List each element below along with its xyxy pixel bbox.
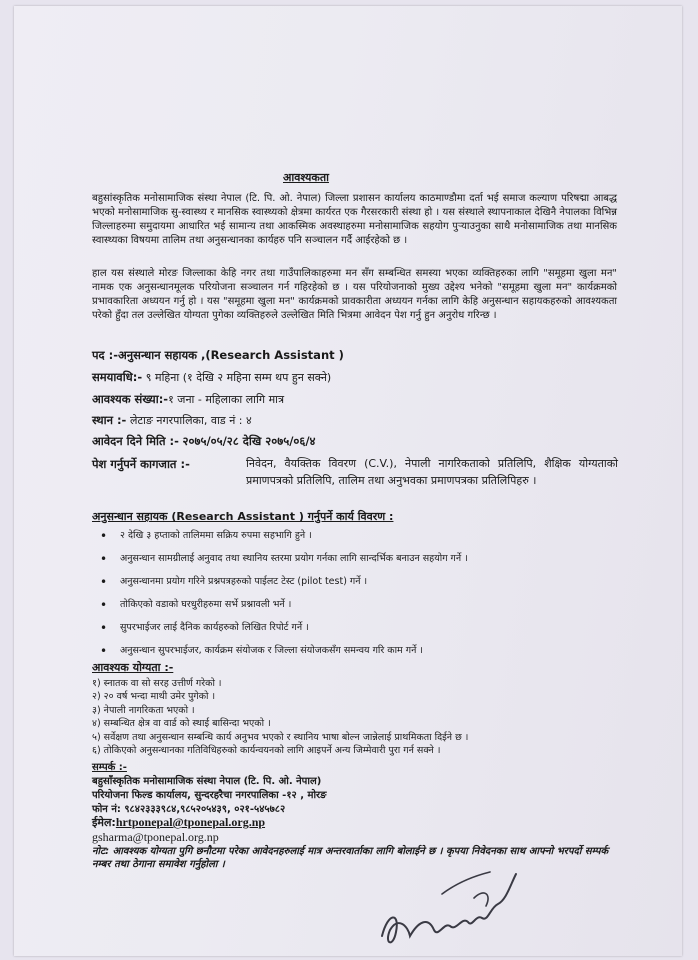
documents-value: निवेदन, वैयक्तिक विवरण (C.V.), नेपाली नागरिकताको प्रतिलिपि, शैक्षिक योग्यताको प्रमाणपत्रको प्रतिलिपि, तालिम तथा अनुभवका प्रमाणपत्रका प्रतिलिपिहरु ।	[246, 457, 618, 487]
location-label: स्थान :-	[92, 413, 127, 427]
signature	[378, 852, 528, 950]
contact-phone: फोन नं: ९८४२३३३९८४,९८५२०५४३९, ०२१-५४५७८२	[92, 804, 286, 815]
list-item: ३) नेपाली नागरिकता भएको ।	[92, 704, 195, 716]
list-item: • तोकिएको वडाको घरधुरीहरुमा सर्भे प्रश्नावली भर्ने ।	[100, 598, 620, 621]
documents-label: पेश गर्नुपर्ने कागजात :-	[92, 457, 190, 471]
contact-org: बहुसाँस्कृतिक मनोसामाजिक संस्था नेपाल (टि. पि. ओ. नेपाल)	[92, 776, 322, 787]
deadline-value: २०७५/०५/२८ देखि २०७५/०६/४	[182, 434, 316, 448]
email-link[interactable]: hrtponepal@tponepal.org.np	[115, 815, 266, 829]
qualifications-heading: आवश्यक योग्यता :-	[92, 661, 174, 674]
notice-heading: आवश्यकता	[283, 171, 329, 184]
vacancies-row	[92, 392, 284, 407]
tasks-list	[100, 529, 620, 667]
list-item: ६) तोकिएको अनुसन्धानका गतिविधिहरुको कार्यन्वयनको लागि आइपर्ने अन्य जिम्मेवारी पुरा गर्न सक्ने ।	[92, 745, 441, 757]
contact-office: परियोजना फिल्ड कार्यालय, सुन्दरहरैचा नगरपालिका -१२ , मोरङ	[92, 790, 327, 801]
tasks-heading: अनुसन्धान सहायक (Research Assistant ) गर्नुपर्ने कार्य विवरण :	[92, 510, 394, 523]
contact-heading: सम्पर्क :-	[92, 762, 127, 773]
vacancies-label: आवश्यक संख्या:-	[92, 392, 169, 406]
position-row	[92, 348, 344, 363]
note-text: नोट: आवश्यक योग्यता पुगि छनौटमा परेका आवेदनहरुलाई मात्र अन्तरवार्ताका लागि बोलाईने छ । कृपया निवेदनका साथ आफ्नो भरपर्दो सम्पर्क नम्बर तथा ठेगाना समावेश गर्नुहोला ।	[92, 846, 609, 870]
location-row	[92, 413, 252, 428]
email-secondary[interactable]: gsharma@tponepal.org.np	[92, 830, 219, 844]
list-item: • अनुसन्धान सामग्रीलाई अनुवाद तथा स्थानिय स्तरमा प्रयोग गर्नका लागि सान्दर्भिक बनाउन सहयोग गर्ने ।	[100, 552, 620, 575]
list-item: २) २० वर्ष भन्दा माथी उमेर पुगेको ।	[92, 691, 216, 703]
contact-email-row	[92, 815, 265, 830]
list-item: • २ देखि ३ हप्ताको तालिममा सक्रिय रुपमा सहभागि हुने ।	[100, 529, 620, 552]
deadline-label: आवेदन दिने मिति :-	[92, 434, 179, 448]
list-item: • सुपरभाईजर लाई दैनिक कार्यहरुको लिखित रिपोर्ट गर्ने ।	[100, 621, 620, 644]
list-item: • अनुसन्धानमा प्रयोग गरिने प्रश्नपत्रहरुको पाईलट टेस्ट (pilot test) गर्ने ।	[100, 575, 620, 598]
project-paragraph: हाल यस संस्थाले मोरङ जिल्लाका केहि नगर तथा गाउँपालिकाहरुमा मन सँग सम्बन्धित समस्या भएका व्यक्तिहरुका लागि "समूहमा खुला मन" नामक एक अनुसन्धानमूलक परियोजना सञ्चालन गर्न गहिरहेको छ । यस परियोजनाको मुख्य उद्देश्य भनेको "समूहमा खुला मन" कार्यक्रमको प्रभावकारिता अध्ययन गर्नु हो । यस "समूहमा खुला मन" कार्यक्रमको प्रावकारीता अध्ययन गर्नका लागि केहि अनुसन्धान सहायकहरुको आवश्यकता परेको हुँदा तल उल्लेखित योग्यता पुगेका व्यक्तिहरुले उल्लेखित मिति भित्रमा आवेदन पेश गर्नु हुन अनुरोध गरिन्छ ।	[92, 268, 617, 321]
qualifications-list	[92, 677, 612, 757]
intro-paragraph: बहुसांस्कृतिक मनोसामाजिक संस्था नेपाल (टि. पि. ओ. नेपाल) जिल्ला प्रशासन कार्यालय काठमाण्डौमा दर्ता भई समाज कल्याण परिषद्मा आबद्ध भएको मनोसामाजिक सु-स्वास्थ्य र मानसिक स्वास्थ्यको क्षेत्रमा कार्यरत एक गैरसरकारी संस्था हो । यस संस्थाले स्थापनाकाल देखिनै नेपालका विभिन्न जिल्लाहरुमा समुदायमा आधारित भई सामान्य तथा आकस्मिक अवस्थाहरुमा मनोसामाजिक सहयोग पुऱ्याउनुका साथै मनोसामाजिक तथा मानसिक स्वास्थ्यका विषयमा तालिम तथा अनुसन्धानका कार्यहरु पनि सञ्चालन गर्दै आईरहेको छ ।	[92, 193, 617, 246]
list-item: ४) सम्बन्धित क्षेत्र वा वार्ड को स्थाई बासिन्दा भएको ।	[92, 718, 271, 730]
location-value: लेटाङ नगरपालिका, वाड नं : ४	[130, 414, 252, 427]
list-item: ५) सर्वेक्षण तथा अनुसन्धान सम्बन्धि कार्य अनुभव भएको र स्थानिय भाषा बोल्न जान्नेलाई प्राथमिकता दिईने छ ।	[92, 731, 469, 743]
vacancies-value: १ जना - महिलाका लागि मात्र	[168, 393, 285, 406]
list-item: १) स्नातक वा सो सरह उत्तीर्ण गरेको ।	[92, 678, 222, 689]
list-item: • अनुसन्धान सुपरभाईजर, कार्यक्रम संयोजक र जिल्ला संयोजकसँग समन्वय गरि काम गर्ने ।	[100, 644, 620, 667]
position-value: अनुसन्धान सहायक ,(Research Assistant )	[118, 348, 344, 362]
duration-value: ९ महिना (१ देखि २ महिना सम्म थप हुन सक्ने)	[145, 371, 332, 384]
deadline-row	[92, 434, 316, 449]
position-label: पद :-	[92, 348, 119, 362]
duration-row	[92, 370, 331, 385]
duration-label: समयावधि:-	[92, 370, 143, 384]
email-label: ईमेल:	[92, 816, 116, 829]
